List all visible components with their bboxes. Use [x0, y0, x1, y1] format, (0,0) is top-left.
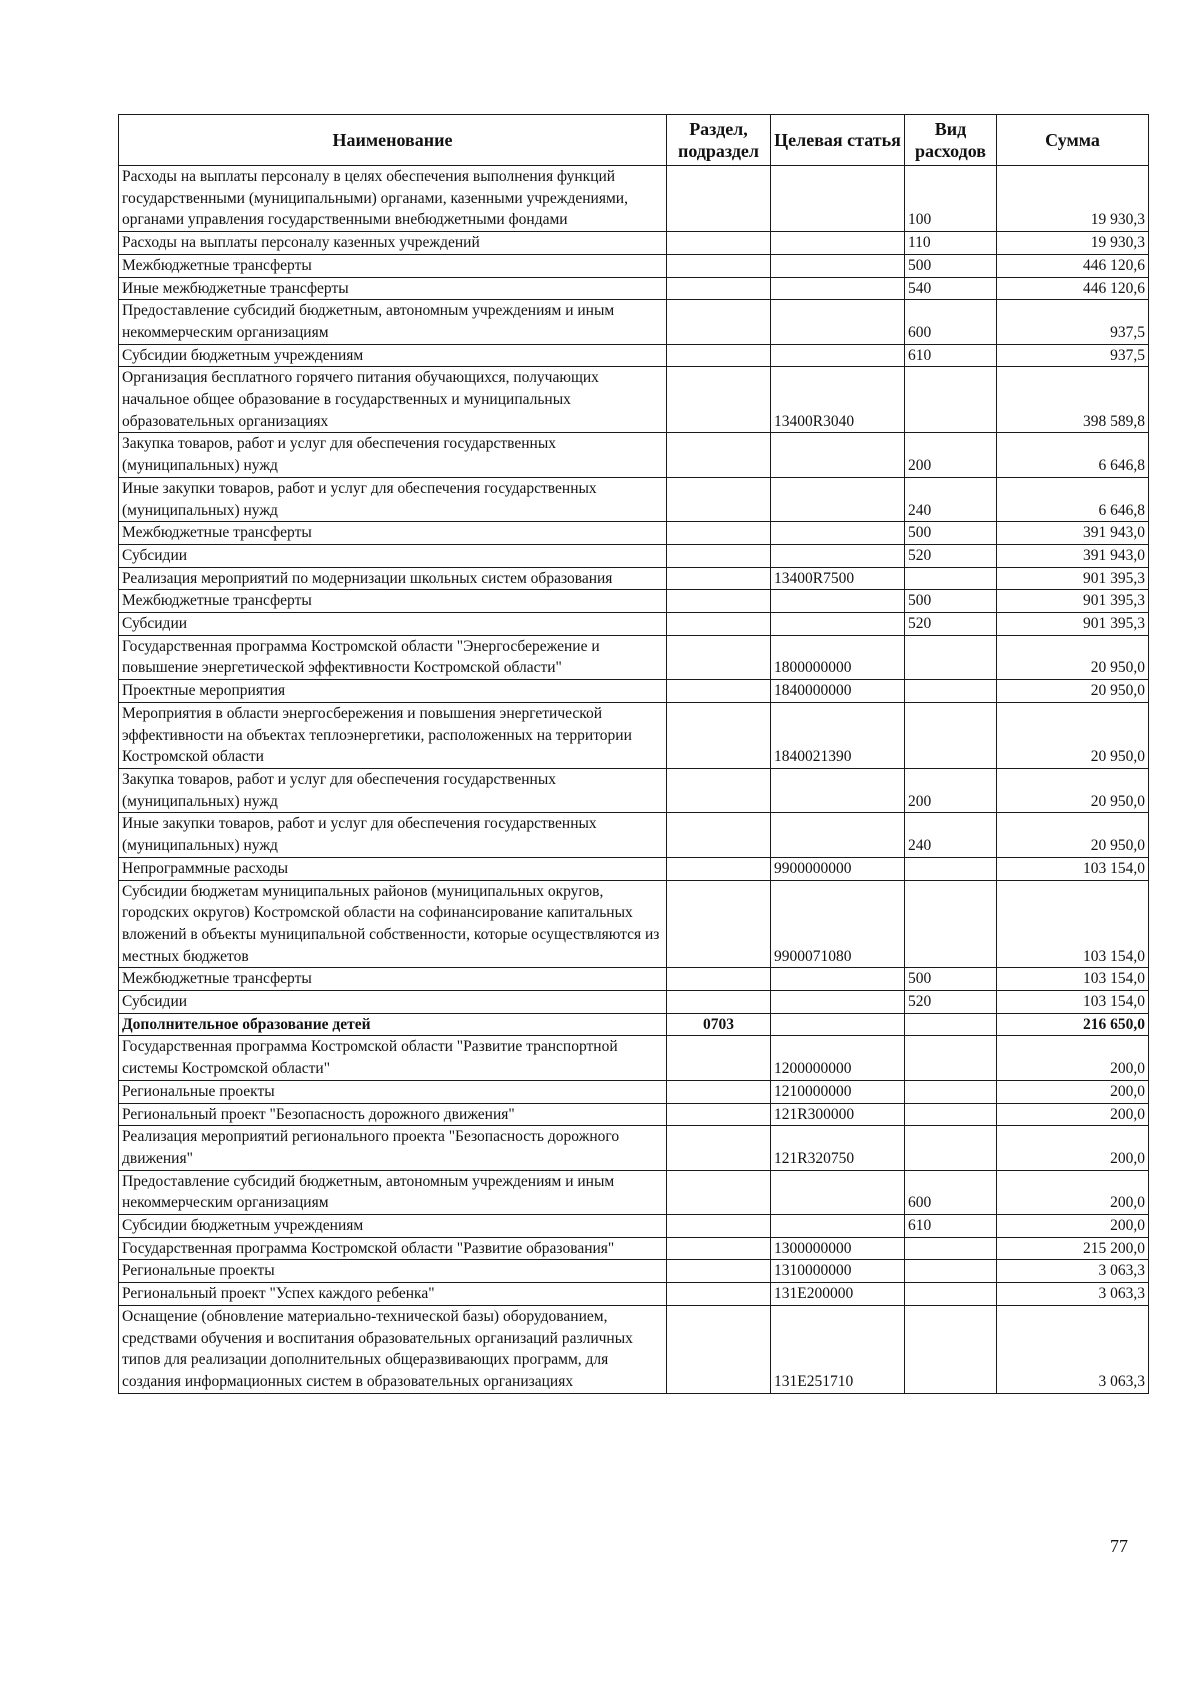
cell-sum: 901 395,3	[997, 567, 1149, 590]
cell-section	[667, 857, 771, 880]
cell-type: 540	[905, 277, 997, 300]
cell-type: 610	[905, 344, 997, 367]
cell-section	[667, 880, 771, 968]
cell-name: Региональный проект "Безопасность дорожного движения"	[119, 1103, 667, 1126]
cell-section	[667, 1237, 771, 1260]
cell-section	[667, 1080, 771, 1103]
cell-article: 1300000000	[771, 1237, 905, 1260]
cell-section	[667, 1170, 771, 1214]
cell-section	[667, 968, 771, 991]
table-row	[119, 991, 1149, 1014]
table-row	[119, 968, 1149, 991]
table-row	[119, 232, 1149, 255]
table-row	[119, 300, 1149, 344]
cell-article	[771, 1170, 905, 1214]
cell-article: 1310000000	[771, 1260, 905, 1283]
cell-type: 600	[905, 1170, 997, 1214]
cell-article: 131E200000	[771, 1283, 905, 1306]
cell-name: Реализация мероприятий по модернизации школьных систем образования	[119, 567, 667, 590]
cell-sum: 937,5	[997, 300, 1149, 344]
cell-section	[667, 477, 771, 521]
table-row	[119, 166, 1149, 232]
cell-section	[667, 166, 771, 232]
cell-section	[667, 254, 771, 277]
cell-type	[905, 567, 997, 590]
cell-section	[667, 1215, 771, 1238]
cell-name: Непрограммные расходы	[119, 857, 667, 880]
cell-sum: 446 120,6	[997, 277, 1149, 300]
cell-article	[771, 1215, 905, 1238]
table-row	[119, 613, 1149, 636]
table-body	[119, 166, 1149, 1394]
header-section: Раздел, подраздел	[667, 115, 771, 166]
cell-article	[771, 813, 905, 857]
cell-sum: 200,0	[997, 1080, 1149, 1103]
cell-article: 1800000000	[771, 635, 905, 679]
cell-type: 500	[905, 254, 997, 277]
cell-sum: 398 589,8	[997, 367, 1149, 433]
cell-name: Субсидии бюджетным учреждениям	[119, 344, 667, 367]
cell-name: Региональный проект "Успех каждого ребенка"	[119, 1283, 667, 1306]
cell-sum: 103 154,0	[997, 991, 1149, 1014]
cell-article	[771, 477, 905, 521]
cell-type	[905, 1283, 997, 1306]
cell-section	[667, 680, 771, 703]
table-row	[119, 1237, 1149, 1260]
cell-type: 110	[905, 232, 997, 255]
table-row	[119, 1103, 1149, 1126]
cell-name: Государственная программа Костромской области "Энергосбережение и повышение энергетической эффективности Костромской области"	[119, 635, 667, 679]
table-row	[119, 813, 1149, 857]
cell-sum: 216 650,0	[997, 1013, 1149, 1036]
cell-sum: 20 950,0	[997, 768, 1149, 812]
cell-name: Предоставление субсидий бюджетным, автономным учреждениям и иным некоммерческим организациям	[119, 1170, 667, 1214]
cell-article	[771, 1013, 905, 1036]
cell-type: 200	[905, 433, 997, 477]
cell-sum: 901 395,3	[997, 613, 1149, 636]
table-row	[119, 1126, 1149, 1170]
cell-type: 500	[905, 522, 997, 545]
cell-type	[905, 1103, 997, 1126]
cell-type	[905, 1080, 997, 1103]
cell-article	[771, 991, 905, 1014]
cell-sum: 446 120,6	[997, 254, 1149, 277]
cell-article: 1210000000	[771, 1080, 905, 1103]
cell-type	[905, 880, 997, 968]
cell-name: Иные закупки товаров, работ и услуг для обеспечения государственных (муниципальных) нужд	[119, 477, 667, 521]
cell-section	[667, 300, 771, 344]
cell-article	[771, 968, 905, 991]
cell-article	[771, 232, 905, 255]
cell-type	[905, 702, 997, 768]
header-article: Целевая статья	[771, 115, 905, 166]
cell-section	[667, 991, 771, 1014]
cell-type: 500	[905, 590, 997, 613]
cell-sum: 20 950,0	[997, 680, 1149, 703]
cell-type: 610	[905, 1215, 997, 1238]
cell-article	[771, 254, 905, 277]
table-row	[119, 344, 1149, 367]
table-row	[119, 857, 1149, 880]
cell-name: Иные закупки товаров, работ и услуг для обеспечения государственных (муниципальных) нужд	[119, 813, 667, 857]
cell-type	[905, 1237, 997, 1260]
cell-name: Мероприятия в области энергосбережения и повышения энергетической эффективности на объектах теплоэнергетики, расположенных на территории Костромской области	[119, 702, 667, 768]
cell-name: Межбюджетные трансферты	[119, 522, 667, 545]
cell-name: Реализация мероприятий регионального проекта "Безопасность дорожного движения"	[119, 1126, 667, 1170]
cell-section	[667, 813, 771, 857]
cell-name: Предоставление субсидий бюджетным, автономным учреждениям и иным некоммерческим организациям	[119, 300, 667, 344]
cell-sum: 3 063,3	[997, 1305, 1149, 1393]
cell-article	[771, 590, 905, 613]
cell-type: 520	[905, 991, 997, 1014]
cell-name: Субсидии	[119, 544, 667, 567]
cell-section	[667, 567, 771, 590]
cell-sum: 200,0	[997, 1170, 1149, 1214]
cell-sum: 19 930,3	[997, 166, 1149, 232]
cell-name: Субсидии	[119, 613, 667, 636]
cell-type: 200	[905, 768, 997, 812]
table-row	[119, 590, 1149, 613]
table-row	[119, 1013, 1149, 1036]
cell-type	[905, 635, 997, 679]
cell-type: 520	[905, 544, 997, 567]
table-row	[119, 635, 1149, 679]
cell-section	[667, 1260, 771, 1283]
cell-article: 13400R7500	[771, 567, 905, 590]
cell-type: 240	[905, 477, 997, 521]
cell-type: 500	[905, 968, 997, 991]
cell-name: Проектные мероприятия	[119, 680, 667, 703]
cell-article	[771, 522, 905, 545]
cell-name: Региональные проекты	[119, 1260, 667, 1283]
cell-type	[905, 1260, 997, 1283]
table-row	[119, 1305, 1149, 1393]
cell-name: Закупка товаров, работ и услуг для обеспечения государственных (муниципальных) нужд	[119, 768, 667, 812]
table-row	[119, 522, 1149, 545]
cell-name: Оснащение (обновление материально-технической базы) оборудованием, средствами обучения и воспитания образовательных организаций различных типов для реализации дополнительных общеразвивающих программ, для создания информационных систем в образовательных организациях	[119, 1305, 667, 1393]
cell-article	[771, 344, 905, 367]
table-row	[119, 680, 1149, 703]
cell-article	[771, 300, 905, 344]
table-row	[119, 477, 1149, 521]
cell-section	[667, 590, 771, 613]
cell-section	[667, 367, 771, 433]
cell-section	[667, 1103, 771, 1126]
cell-sum: 200,0	[997, 1036, 1149, 1080]
cell-sum: 19 930,3	[997, 232, 1149, 255]
cell-type	[905, 1305, 997, 1393]
cell-name: Межбюджетные трансферты	[119, 590, 667, 613]
cell-name: Дополнительное образование детей	[119, 1013, 667, 1036]
cell-type	[905, 367, 997, 433]
table-row	[119, 1036, 1149, 1080]
cell-article	[771, 277, 905, 300]
budget-table	[118, 114, 1149, 1394]
table-row	[119, 1080, 1149, 1103]
cell-name: Региональные проекты	[119, 1080, 667, 1103]
cell-section	[667, 522, 771, 545]
page-number: 77	[1110, 1536, 1128, 1556]
cell-type	[905, 680, 997, 703]
cell-name: Субсидии	[119, 991, 667, 1014]
table-row	[119, 367, 1149, 433]
cell-name: Закупка товаров, работ и услуг для обеспечения государственных (муниципальных) нужд	[119, 433, 667, 477]
cell-article	[771, 166, 905, 232]
cell-article: 9900071080	[771, 880, 905, 968]
cell-sum: 391 943,0	[997, 522, 1149, 545]
cell-sum: 103 154,0	[997, 880, 1149, 968]
cell-sum: 20 950,0	[997, 813, 1149, 857]
cell-type: 520	[905, 613, 997, 636]
cell-name: Организация бесплатного горячего питания обучающихся, получающих начальное общее образование в государственных и муниципальных образовательных организациях	[119, 367, 667, 433]
cell-name: Межбюджетные трансферты	[119, 968, 667, 991]
table-row	[119, 880, 1149, 968]
table-row	[119, 1170, 1149, 1214]
cell-article: 9900000000	[771, 857, 905, 880]
cell-sum: 103 154,0	[997, 857, 1149, 880]
cell-type	[905, 1126, 997, 1170]
cell-section	[667, 277, 771, 300]
cell-sum: 3 063,3	[997, 1260, 1149, 1283]
cell-article: 13400R3040	[771, 367, 905, 433]
cell-section	[667, 1036, 771, 1080]
cell-type	[905, 1013, 997, 1036]
cell-article: 1200000000	[771, 1036, 905, 1080]
cell-section: 0703	[667, 1013, 771, 1036]
cell-sum: 103 154,0	[997, 968, 1149, 991]
cell-sum: 20 950,0	[997, 702, 1149, 768]
cell-section	[667, 344, 771, 367]
cell-sum: 937,5	[997, 344, 1149, 367]
cell-section	[667, 232, 771, 255]
table-row	[119, 544, 1149, 567]
cell-name: Государственная программа Костромской области "Развитие образования"	[119, 1237, 667, 1260]
cell-name: Субсидии бюджетным учреждениям	[119, 1215, 667, 1238]
table-row	[119, 254, 1149, 277]
cell-name: Межбюджетные трансферты	[119, 254, 667, 277]
cell-sum: 215 200,0	[997, 1237, 1149, 1260]
table-header	[119, 115, 1149, 166]
cell-section	[667, 1305, 771, 1393]
cell-name: Иные межбюджетные трансферты	[119, 277, 667, 300]
cell-type	[905, 1036, 997, 1080]
cell-name: Расходы на выплаты персоналу казенных учреждений	[119, 232, 667, 255]
cell-article	[771, 433, 905, 477]
cell-sum: 20 950,0	[997, 635, 1149, 679]
cell-section	[667, 613, 771, 636]
cell-article: 131E251710	[771, 1305, 905, 1393]
cell-section	[667, 1283, 771, 1306]
cell-sum: 3 063,3	[997, 1283, 1149, 1306]
cell-section	[667, 635, 771, 679]
cell-sum: 6 646,8	[997, 477, 1149, 521]
cell-type: 600	[905, 300, 997, 344]
cell-article: 1840021390	[771, 702, 905, 768]
cell-sum: 901 395,3	[997, 590, 1149, 613]
cell-sum: 391 943,0	[997, 544, 1149, 567]
cell-article	[771, 768, 905, 812]
table-row	[119, 277, 1149, 300]
table-row	[119, 567, 1149, 590]
cell-sum: 6 646,8	[997, 433, 1149, 477]
cell-type: 240	[905, 813, 997, 857]
header-sum: Сумма	[997, 115, 1149, 166]
cell-section	[667, 544, 771, 567]
cell-type	[905, 857, 997, 880]
cell-section	[667, 1126, 771, 1170]
header-type: Вид расходов	[905, 115, 997, 166]
table-row	[119, 1215, 1149, 1238]
cell-sum: 200,0	[997, 1126, 1149, 1170]
table-row	[119, 433, 1149, 477]
table-row	[119, 768, 1149, 812]
cell-article: 121R300000	[771, 1103, 905, 1126]
cell-article	[771, 613, 905, 636]
cell-name: Государственная программа Костромской области "Развитие транспортной системы Костромской области"	[119, 1036, 667, 1080]
cell-article: 121R320750	[771, 1126, 905, 1170]
table-row	[119, 1260, 1149, 1283]
table-row	[119, 1283, 1149, 1306]
cell-sum: 200,0	[997, 1215, 1149, 1238]
cell-section	[667, 768, 771, 812]
cell-type: 100	[905, 166, 997, 232]
cell-section	[667, 702, 771, 768]
header-name: Наименование	[119, 115, 667, 166]
cell-section	[667, 433, 771, 477]
cell-article	[771, 544, 905, 567]
cell-sum: 200,0	[997, 1103, 1149, 1126]
cell-name: Субсидии бюджетам муниципальных районов (муниципальных округов, городских округов) Костромской области на софинансирование капитальных вложений в объекты муниципальной собственности, которые осуществляются из местных бюджетов	[119, 880, 667, 968]
cell-article: 1840000000	[771, 680, 905, 703]
table-row	[119, 702, 1149, 768]
cell-name: Расходы на выплаты персоналу в целях обеспечения выполнения функций государственными (муниципальными) органами, казенными учреждениями, органами управления государственными внебюджетными фондами	[119, 166, 667, 232]
